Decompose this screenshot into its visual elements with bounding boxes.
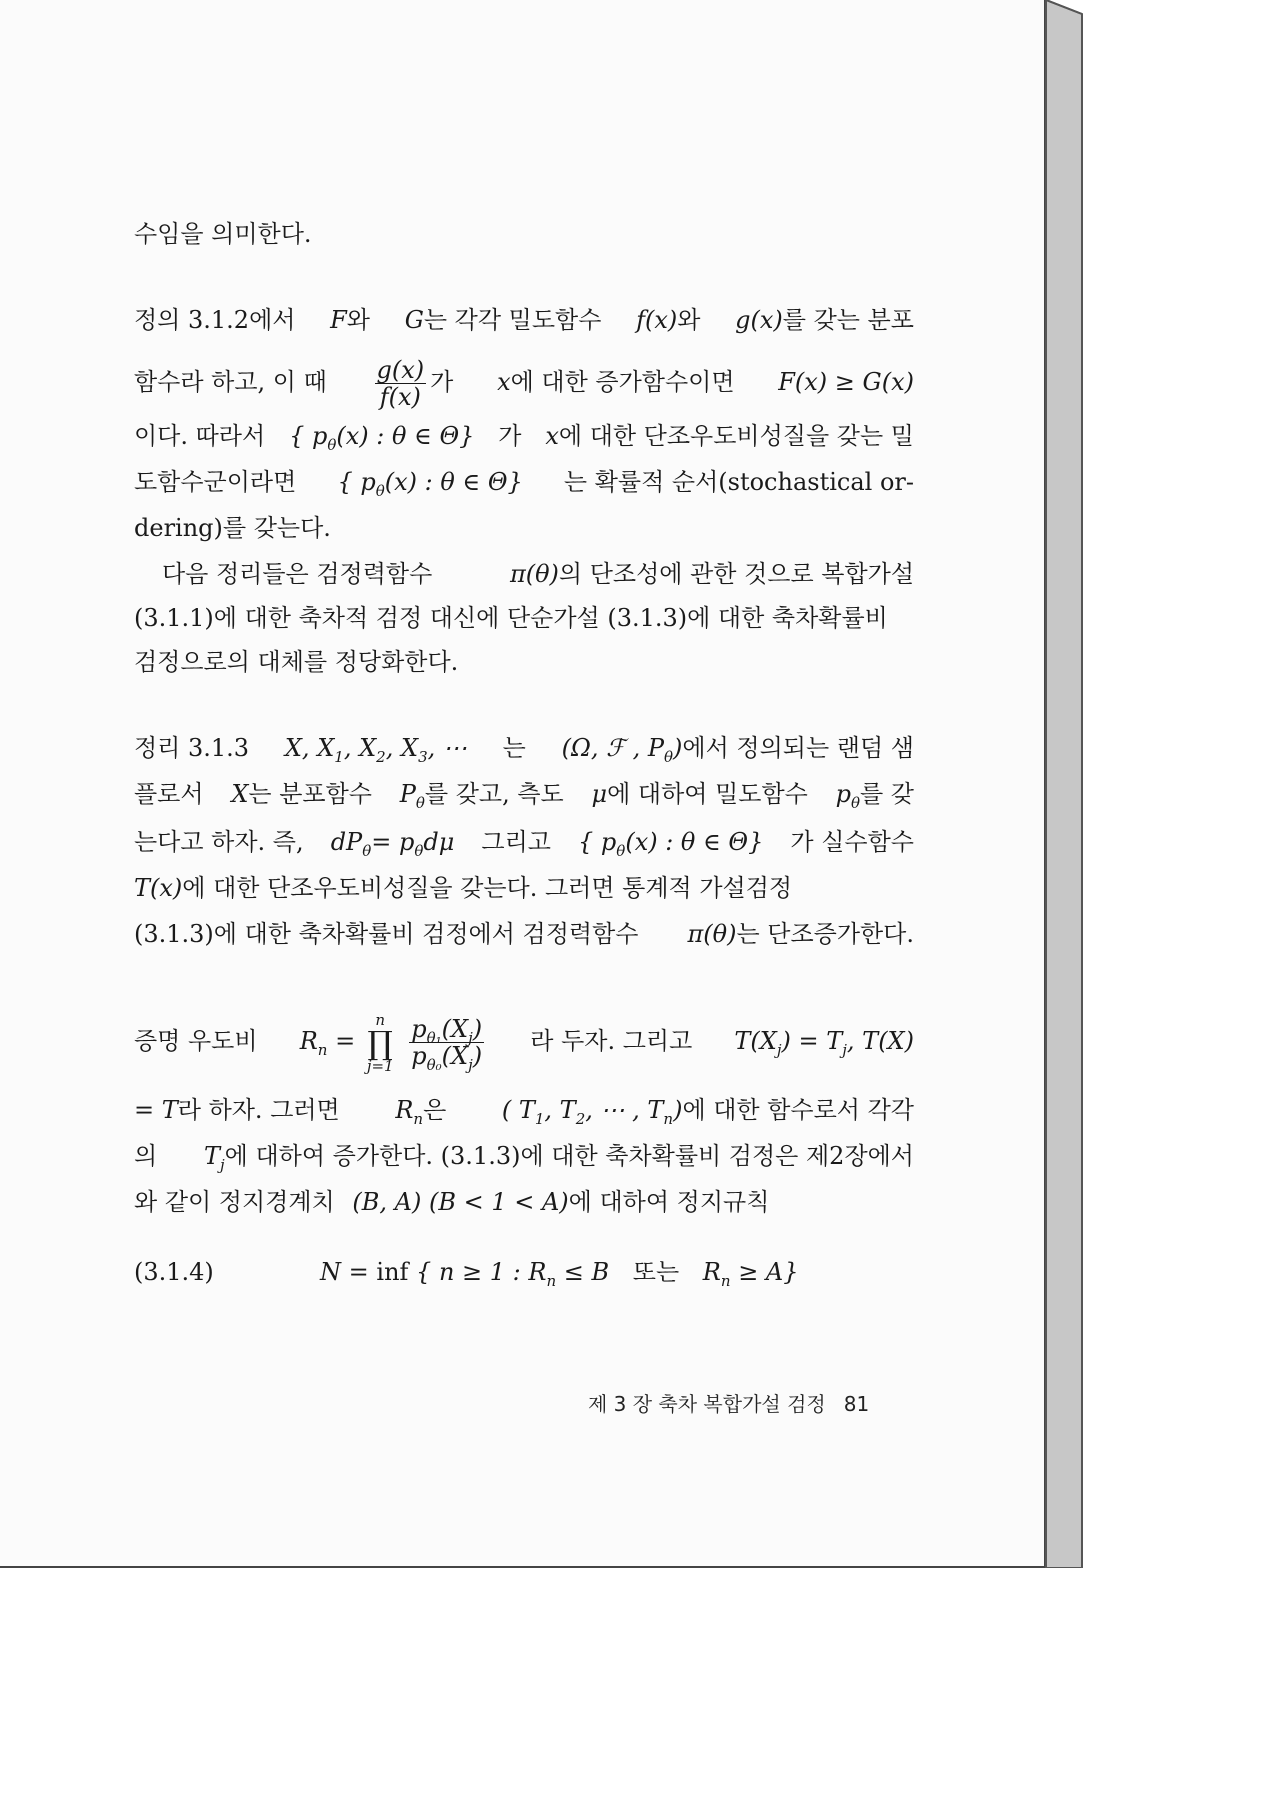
math-subscript: θ [362, 841, 372, 860]
text-fragment: 에서 정의되는 랜덤 샘 [682, 734, 914, 762]
math-expression: ( T [501, 1096, 535, 1124]
math-subscript: θ [664, 747, 674, 766]
math-symbol: p [411, 1015, 427, 1043]
fraction-numerator: g(x) [376, 356, 425, 384]
text-fragment: 그리고 [481, 828, 551, 856]
math-expression: T(X [734, 1027, 777, 1055]
equation-number: (3.1.4) [134, 1258, 214, 1286]
math-expression: π(θ) [687, 920, 737, 948]
text-fragment: 정의 3.1.2에서 [134, 306, 296, 334]
math-subscript: θ [414, 841, 424, 860]
book-spine-side [1046, 0, 1082, 1568]
text-fragment: 는 [502, 734, 526, 762]
math-symbol: x [497, 368, 511, 396]
product-symbol: ∏ [367, 1023, 393, 1062]
math-expression: { n ≥ 1 : R [416, 1258, 547, 1286]
math-subscript: θ [850, 793, 860, 812]
math-expression: ) [673, 1096, 683, 1124]
text-fragment: 은 [423, 1096, 447, 1124]
math-symbol: p [411, 1042, 427, 1070]
math-subscript: 3 [418, 747, 428, 766]
math-subscript: 1 [534, 1109, 545, 1128]
math-symbol: R [702, 1258, 721, 1286]
text-fragment: 에 대한 단조우도비성질을 갖는다. 그러면 통계적 가설검정 [182, 874, 793, 902]
math-subscript: θ₀ [426, 1055, 442, 1074]
text-fragment: 플로서 [134, 780, 204, 808]
math-expression: π(θ) [509, 560, 559, 588]
text-fragment: 또는 [632, 1258, 680, 1286]
math-symbol: R [395, 1096, 414, 1124]
math-expression: (Ω, ℱ , P [561, 734, 665, 762]
math-expression: { p [289, 422, 328, 450]
text-fragment: 는 각각 밀도함수 [423, 306, 602, 334]
theorem-label: 정리 3.1.3 [134, 734, 250, 762]
text-fragment: 는다고 하자. 즉, [134, 828, 304, 856]
text-fragment: 가 실수함수 [790, 828, 914, 856]
text-fragment: 가 [498, 422, 522, 450]
math-expression: (X [441, 1042, 469, 1070]
math-subscript: 2 [575, 1109, 586, 1128]
math-subscript: n [546, 1271, 557, 1290]
math-symbol: X [231, 780, 249, 808]
math-expression: ≥ A} [738, 1258, 799, 1286]
math-expression: (B, A) (B < 1 < A) [352, 1188, 569, 1216]
math-symbol: G [404, 306, 424, 334]
math-expression: = p [371, 828, 415, 856]
math-expression: dμ [423, 828, 455, 856]
math-expression: { p [337, 468, 376, 496]
math-expression: , X [385, 734, 419, 762]
math-subscript: j [776, 1040, 782, 1059]
math-subscript: n [413, 1109, 424, 1128]
product-lower-limit: j=1 [366, 1056, 394, 1075]
fraction-denominator: f(x) [379, 383, 421, 411]
math-subscript: θ [375, 481, 385, 500]
text-fragment: 를 갖 [859, 780, 914, 808]
math-expression: T(x) [134, 874, 183, 902]
math-symbol: T [204, 1142, 221, 1170]
math-expression: ) [673, 734, 683, 762]
math-expression: F(x) ≥ G(x) [778, 368, 914, 396]
math-subscript: θ₁ [426, 1028, 442, 1047]
text-fragment: 의 [134, 1142, 158, 1170]
math-expression: { p [578, 828, 617, 856]
math-subscript: j [468, 1028, 473, 1047]
math-expression: = T [134, 1096, 178, 1124]
text-fragment: 에 대하여 증가한다. (3.1.3)에 대한 축차확률비 검정은 제2장에서 [224, 1142, 914, 1170]
proof-label: 증명 우도비 [134, 1027, 258, 1055]
text-fragment: (3.1.1)에 대한 축차적 검정 대신에 단순가설 (3.1.3)에 대한 축차확률비 [134, 604, 888, 632]
text-fragment: 에 대한 함수로서 각각 [682, 1096, 914, 1124]
math-expression: (x) : θ ∈ Θ} [625, 828, 764, 856]
math-expression: , X [343, 734, 377, 762]
math-expression: , ⋯ [427, 734, 467, 762]
text-fragment: 가 [430, 368, 454, 396]
text-fragment: 라 두자. 그리고 [530, 1027, 693, 1055]
math-expression: , T(X) [846, 1027, 914, 1055]
math-expression: X, X [284, 734, 335, 762]
text-fragment: 와 [346, 306, 370, 334]
text-fragment: 에 대하여 정지규칙 [568, 1188, 770, 1216]
text-fragment: 에 대한 증가함수이면 [510, 368, 735, 396]
math-symbol: R [299, 1027, 318, 1055]
math-expression: ) [472, 1015, 483, 1043]
math-subscript: 2 [376, 747, 386, 766]
math-symbol: x [545, 422, 559, 450]
math-expression: dP [330, 828, 363, 856]
text-fragment: 함수라 하고, 이 때 [134, 368, 327, 396]
math-symbol: p [835, 780, 851, 808]
text-fragment: 다음 정리들은 검정력함수 [162, 560, 433, 588]
math-expression: , T [544, 1096, 576, 1124]
text-fragment: 는 단조증가한다. [736, 920, 914, 948]
math-symbol: μ [591, 780, 608, 808]
math-subscript: θ [415, 793, 425, 812]
math-subscript: θ [616, 841, 626, 860]
math-expression: ) = T [781, 1027, 843, 1055]
text-fragment: 에 대한 단조우도비성질을 갖는 밀 [558, 422, 914, 450]
math-expression: ≤ B [563, 1258, 610, 1286]
text-fragment: 와 [677, 306, 701, 334]
text-fragment: 도함수군이라면 [134, 468, 297, 496]
text-fragment: 에 대하여 밀도함수 [607, 780, 808, 808]
page-number: 81 [843, 1392, 870, 1416]
math-subscript: 1 [334, 747, 344, 766]
math-subscript: n [720, 1271, 731, 1290]
math-expression: N = [320, 1258, 369, 1286]
text-fragment: 수임을 의미한다. [134, 220, 312, 248]
math-expression: (X [441, 1015, 469, 1043]
math-subscript: j [468, 1055, 473, 1074]
math-operator: inf [376, 1258, 409, 1286]
text-fragment: 와 같이 정지경계치 [134, 1188, 335, 1216]
text-fragment: 검정으로의 대체를 정당화한다. [134, 648, 459, 676]
text-fragment: 이다. 따라서 [134, 422, 266, 450]
math-expression: ) [472, 1042, 483, 1070]
text-fragment: dering)를 갖는다. [134, 514, 331, 542]
math-expression: (x) : θ ∈ Θ} [384, 468, 523, 496]
math-symbol: F [330, 306, 347, 334]
chapter-title: 제 3 장 축차 복합가설 검정 [588, 1392, 826, 1416]
math-expression: (x) : θ ∈ Θ} [336, 422, 475, 450]
text-fragment: (3.1.3)에 대한 축차확률비 검정에서 검정력함수 [134, 920, 639, 948]
math-expression: g(x) [735, 306, 783, 334]
product-upper-limit: n [375, 1010, 386, 1029]
text-fragment: 를 갖고, 측도 [424, 780, 564, 808]
text-fragment: 는 분포함수 [248, 780, 372, 808]
math-symbol: P [399, 780, 416, 808]
text-fragment: 를 갖는 분포 [782, 306, 914, 334]
math-operator: = [335, 1027, 356, 1055]
text-fragment: 라 하자. 그러면 [177, 1096, 340, 1124]
math-subscript: θ [327, 435, 337, 454]
text-fragment: 는 확률적 순서(stochastical or- [563, 468, 914, 496]
math-expression: f(x) [636, 306, 678, 334]
math-expression: , ⋯ , T [585, 1096, 664, 1124]
math-subscript: n [317, 1040, 328, 1059]
math-subscript: j [220, 1155, 225, 1174]
math-subscript: j [842, 1040, 847, 1059]
text-fragment: 의 단조성에 관한 것으로 복합가설 [558, 560, 914, 588]
math-subscript: n [663, 1109, 674, 1128]
